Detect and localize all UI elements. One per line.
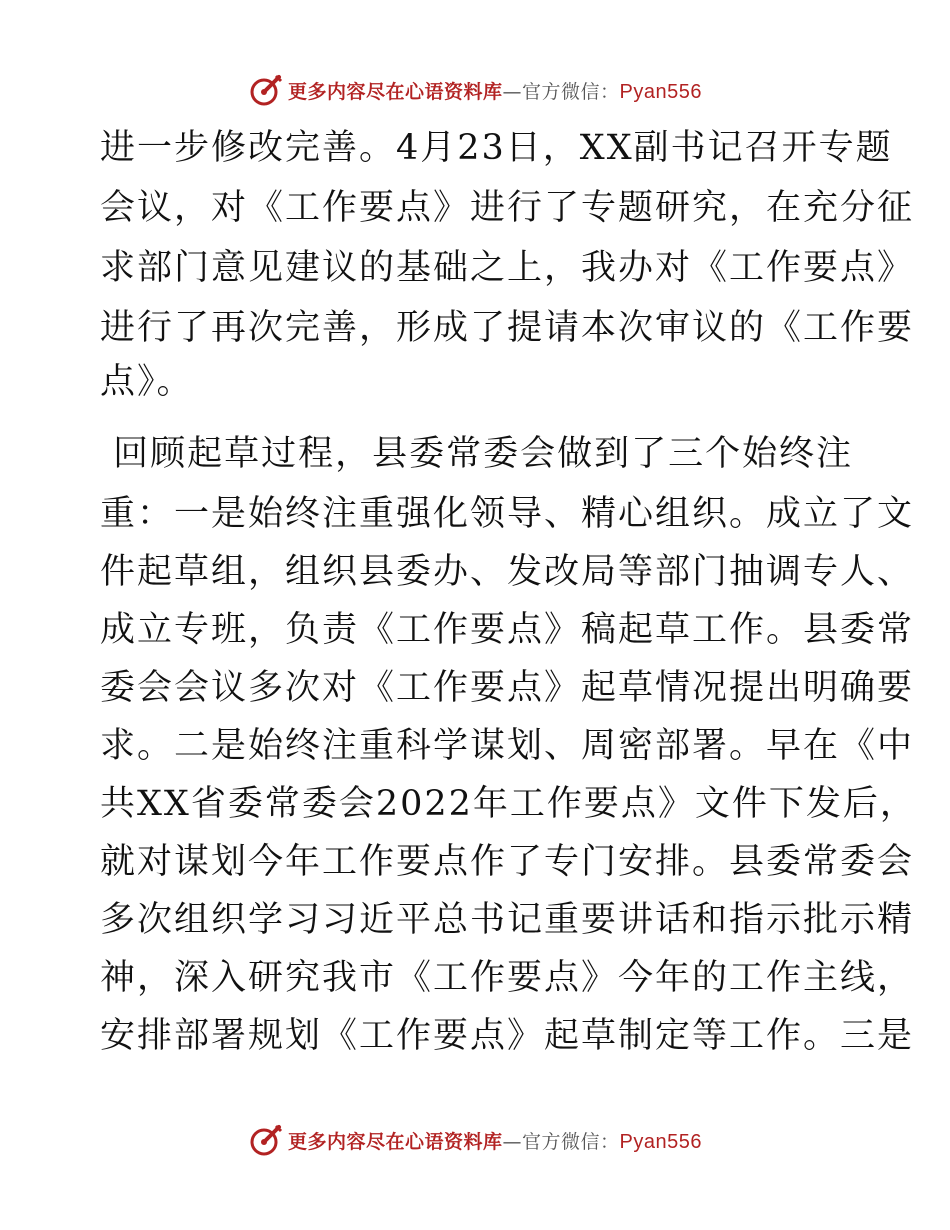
text-line: 求部门意见建议的基础之上，我办对《工作要点》 [100, 248, 915, 288]
text-line: 安排部署规划《工作要点》起草制定等工作。三是 [100, 1016, 915, 1056]
pen-logo-icon [248, 72, 284, 108]
text-line: 共XX省委常委会2022年工作要点》文件下发后， [100, 784, 917, 824]
text-line: 回顾起草过程，县委常委会做到了三个始终注 [100, 434, 854, 474]
text-line: 委会会议多次对《工作要点》起草情况提出明确要 [100, 668, 915, 708]
text-line: 就对谋划今年工作要点作了专门安排。县委常委会 [100, 842, 915, 882]
banner-text [288, 77, 702, 104]
header-banner [0, 70, 950, 110]
text-line: 神，深入研究我市《工作要点》今年的工作主线， [100, 958, 915, 998]
banner-site-text: 更多内容尽在心语资料库 [288, 80, 503, 103]
text-line: 多次组织学习习近平总书记重要讲话和指示批示精 [100, 900, 915, 940]
pen-logo-icon [248, 1122, 284, 1158]
banner-site-text: 更多内容尽在心语资料库 [288, 1130, 503, 1153]
banner-wechat-label: 官方微信： [522, 80, 620, 103]
banner-separator: — [502, 80, 523, 103]
text-line: 会议，对《工作要点》进行了专题研究，在充分征 [100, 188, 915, 228]
text-line: 成立专班，负责《工作要点》稿起草工作。县委常 [100, 610, 915, 650]
text-line: 进行了再次完善，形成了提请本次审议的《工作要 [100, 308, 915, 348]
banner-wechat-id: Pyan556 [619, 80, 702, 103]
banner-separator: — [502, 1130, 523, 1153]
text-line: 点》。 [100, 362, 194, 402]
banner-text [288, 1127, 702, 1154]
text-line: 进一步修改完善。4月23日，XX副书记召开专题 [100, 128, 893, 168]
footer-banner [0, 1120, 950, 1160]
banner-wechat-id: Pyan556 [619, 1130, 702, 1153]
banner-wechat-label: 官方微信： [522, 1130, 620, 1153]
text-line: 求。二是始终注重科学谋划、周密部署。早在《中 [100, 726, 915, 766]
text-line: 重：一是始终注重强化领导、精心组织。成立了文 [100, 494, 915, 534]
text-line: 件起草组，组织县委办、发改局等部门抽调专人、 [100, 552, 915, 592]
